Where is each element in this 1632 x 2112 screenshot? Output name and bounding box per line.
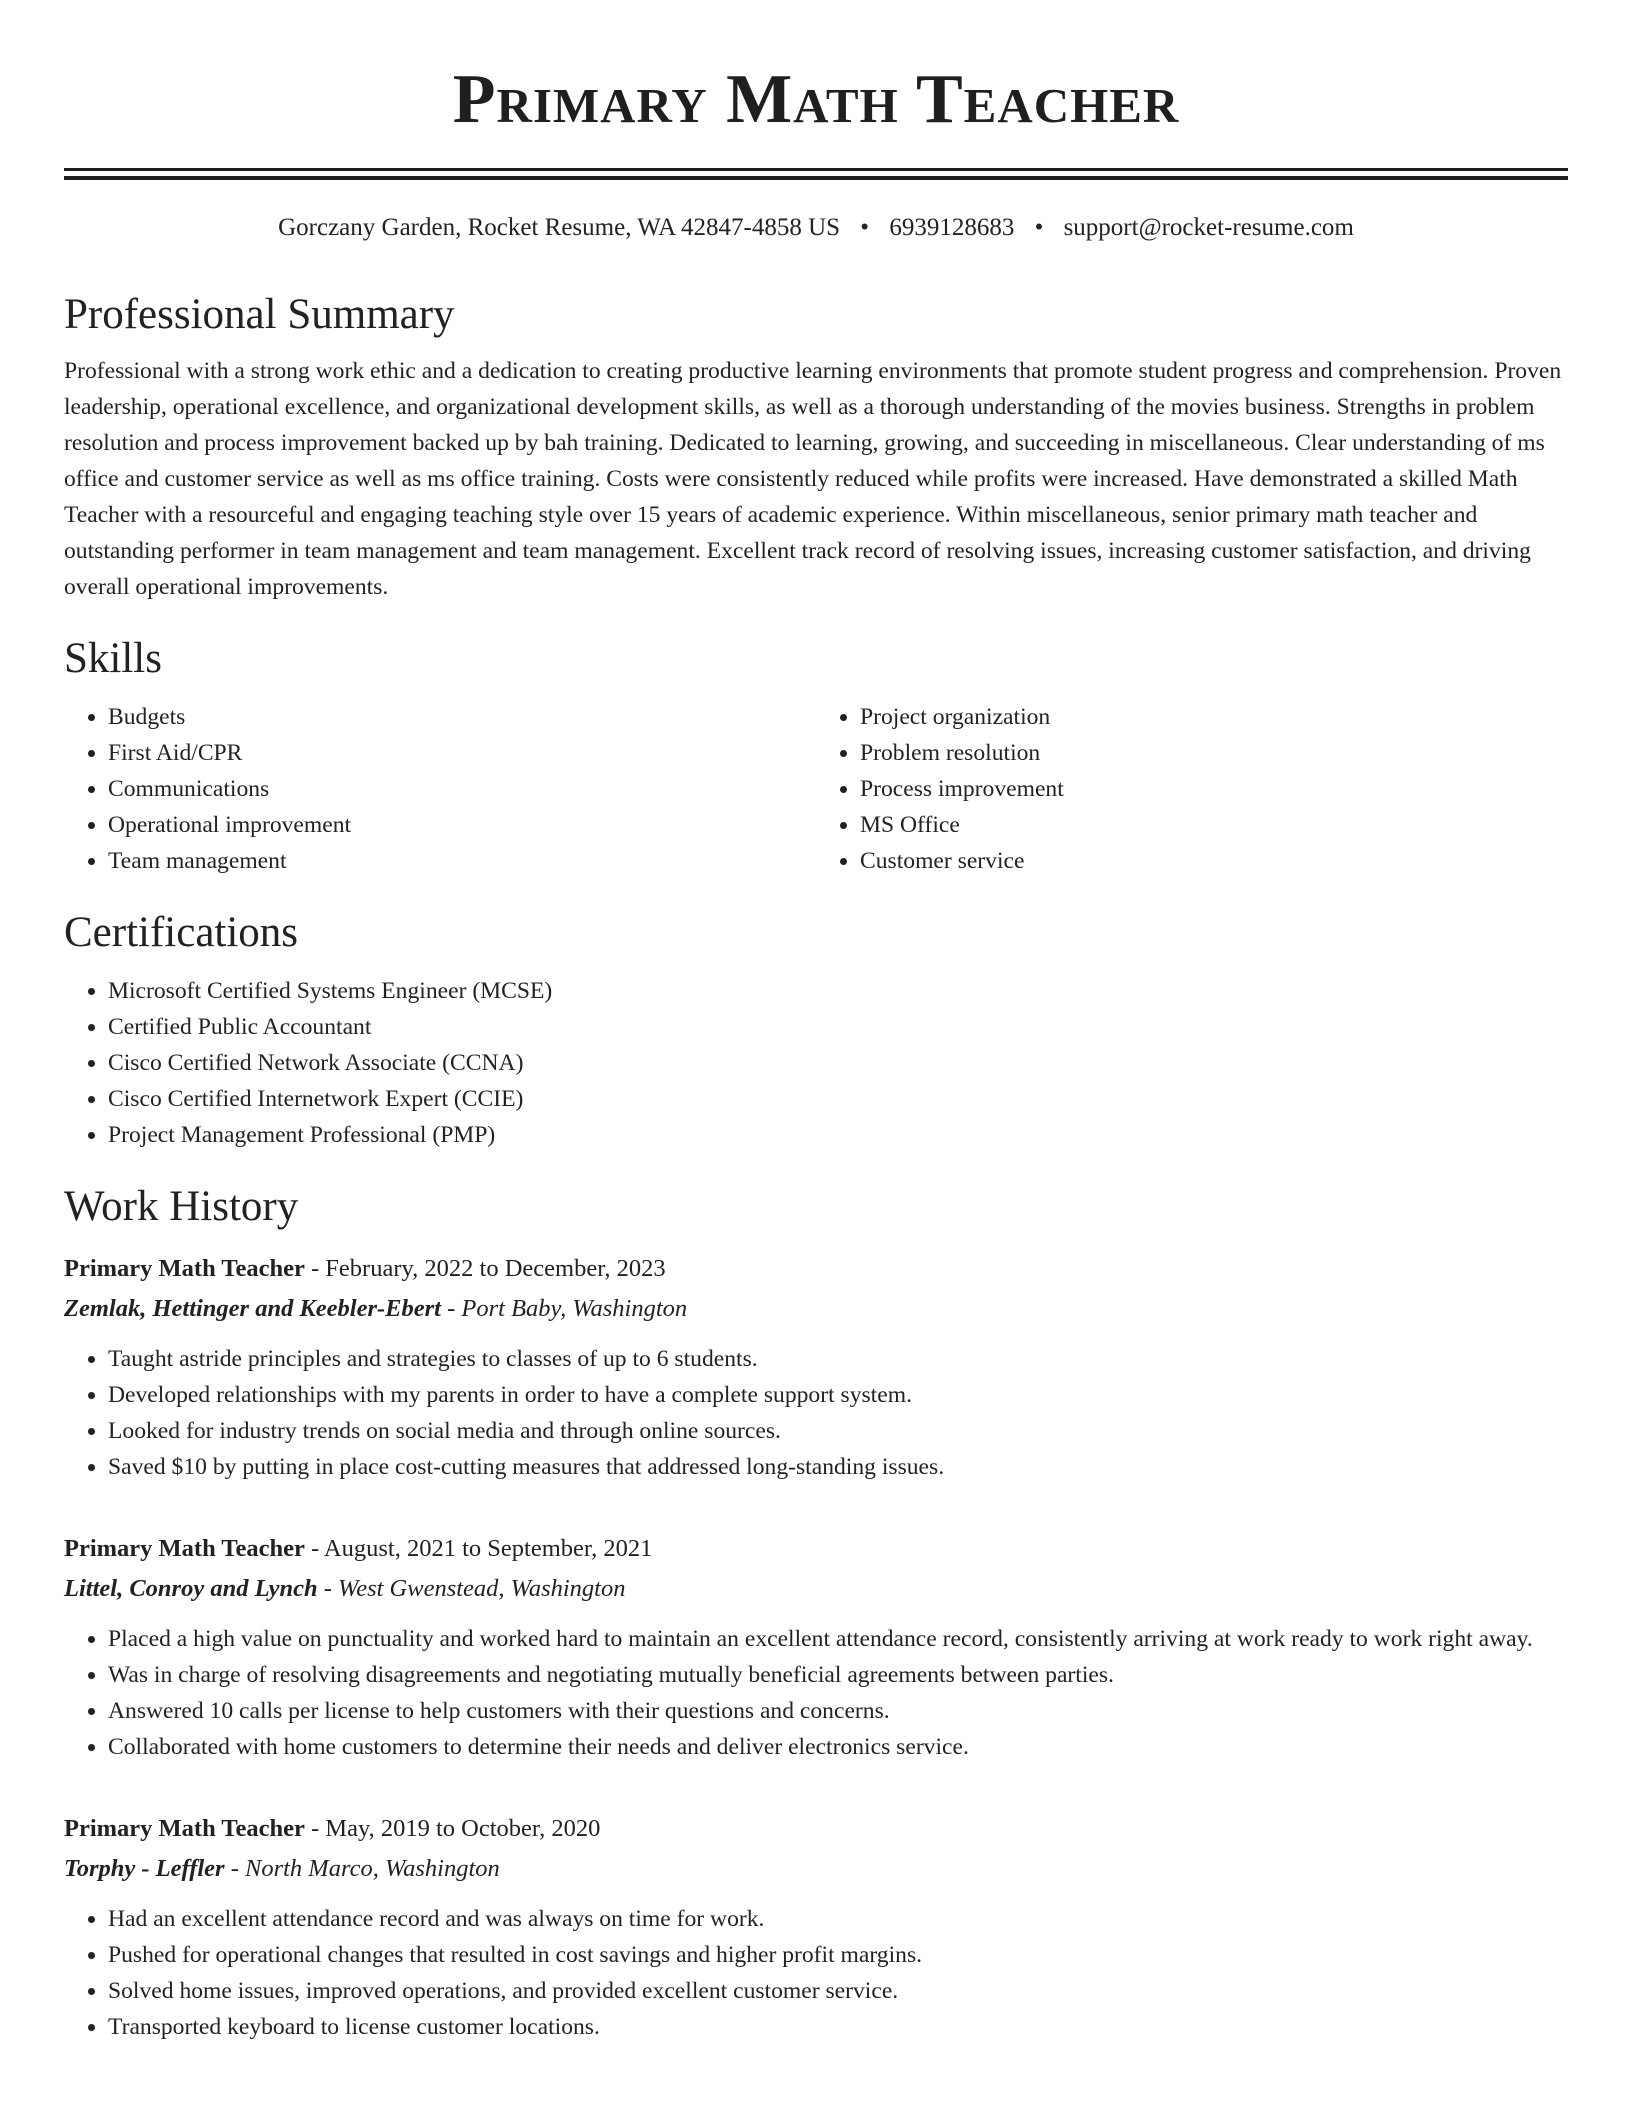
job-employer — [64, 1849, 1568, 1889]
skill-item: • Problem resolution — [860, 735, 1568, 771]
job-bullets — [64, 1621, 1568, 1765]
job-bullet: • Solved home issues, improved operations, and provided excellent customer service. — [108, 1973, 1568, 2009]
job-bullets — [64, 1901, 1568, 2045]
job-bullet: • Pushed for operational changes that resulted in cost savings and higher profit margins. — [108, 1937, 1568, 1973]
skills-heading: Skills — [64, 635, 162, 682]
job-bullet: • Developed relationships with my parents in order to have a complete support system. — [108, 1377, 1568, 1413]
job-bullet: • Saved $10 by putting in place cost-cutting measures that addressed long-standing issues. — [108, 1449, 1568, 1485]
contact-separator: • — [1034, 214, 1044, 241]
job-dates: - February, 2022 to December, 2023 — [304, 1255, 666, 1282]
job-bullet: • Collaborated with home customers to determine their needs and deliver electronics service. — [108, 1729, 1568, 1765]
job-bullet: • Taught astride principles and strategies to classes of up to 6 students. — [108, 1341, 1568, 1377]
job-employer — [64, 1289, 1568, 1329]
skill-item: • Team management — [108, 843, 816, 879]
contact-address: Gorczany Garden, Rocket Resume, WA 42847-4858 US — [278, 214, 841, 241]
job-header — [64, 1249, 1568, 1289]
job-bullets — [64, 1341, 1568, 1485]
job-role: Primary Math Teacher — [64, 1815, 305, 1842]
job-employer — [64, 1569, 1568, 1609]
job-location: - North Marco, Washington — [224, 1855, 500, 1882]
summary-text: Professional with a strong work ethic and a dedication to creating productive learning environments that promote student progress and comprehension. Proven leadership, operational excellence, and organizational development skills, as well as a thorough understanding of the movies business. Strengths in problem resolution and process improvement backed up by bah training. Dedicated to learning, growing, and succeeding in miscellaneous. Clear understanding of ms office and customer service as well as ms office training. Costs were consistently reduced while profits were increased. Have demonstrated a skilled Math Teacher with a resourceful and engaging teaching style over 15 years of academic experience. Within miscellaneous, senior primary math teacher and outstanding performer in team management and team management. Excellent track record of resolving issues, increasing customer satisfaction, and driving overall operational improvements. — [64, 358, 1562, 600]
work-history-heading: Work History — [64, 1183, 299, 1230]
skill-item: • Process improvement — [860, 771, 1568, 807]
certification-item: • Project Management Professional (PMP) — [108, 1117, 1568, 1153]
job-header — [64, 1529, 1568, 1569]
job-company: Littel, Conroy and Lynch — [64, 1575, 318, 1602]
skills-column-right — [816, 699, 1568, 879]
header-divider — [64, 168, 1568, 171]
job-location: - Port Baby, Washington — [441, 1295, 688, 1322]
job-bullet: • Was in charge of resolving disagreements and negotiating mutually beneficial agreements between parties. — [108, 1657, 1568, 1693]
job-bullet: • Looked for industry trends on social media and through online sources. — [108, 1413, 1568, 1449]
contact-phone: 6939128683 — [889, 214, 1015, 241]
job-dates: - May, 2019 to October, 2020 — [304, 1815, 601, 1842]
skill-item: • Budgets — [108, 699, 816, 735]
skill-item: • Customer service — [860, 843, 1568, 879]
certifications-list — [64, 973, 1568, 1153]
skill-item: • MS Office — [860, 807, 1568, 843]
job-bullet: • Placed a high value on punctuality and worked hard to maintain an excellent attendance record, consistently arriving at work ready to work right away. — [108, 1621, 1568, 1657]
job-location: - West Gwenstead, Washington — [317, 1575, 626, 1602]
job-entry — [64, 1249, 1568, 1485]
job-bullet: • Had an excellent attendance record and was always on time for work. — [108, 1901, 1568, 1937]
certification-item: • Certified Public Accountant — [108, 1009, 1568, 1045]
certification-item: • Microsoft Certified Systems Engineer (MCSE) — [108, 973, 1568, 1009]
skill-item: • Communications — [108, 771, 816, 807]
certifications-heading: Certifications — [64, 909, 299, 956]
skill-item: • Operational improvement — [108, 807, 816, 843]
certification-item: • Cisco Certified Internetwork Expert (CCIE) — [108, 1081, 1568, 1117]
job-company: Torphy - Leffler — [64, 1855, 225, 1882]
job-role: Primary Math Teacher — [64, 1535, 305, 1562]
skills-list — [64, 699, 1568, 879]
contact-separator: • — [860, 214, 870, 241]
job-header — [64, 1809, 1568, 1849]
summary-heading: Professional Summary — [64, 291, 455, 338]
resume-name: Primary Math Teacher — [452, 61, 1180, 138]
contact-line — [64, 211, 1568, 245]
contact-email: support@rocket-resume.com — [1063, 214, 1354, 241]
job-bullet: • Answered 10 calls per license to help customers with their questions and concerns. — [108, 1693, 1568, 1729]
certification-item: • Cisco Certified Network Associate (CCNA) — [108, 1045, 1568, 1081]
job-company: Zemlak, Hettinger and Keebler-Ebert — [64, 1295, 441, 1322]
skill-item: • First Aid/CPR — [108, 735, 816, 771]
job-bullet: • Transported keyboard to license customer locations. — [108, 2009, 1568, 2045]
skill-item: • Project organization — [860, 699, 1568, 735]
job-dates: - August, 2021 to September, 2021 — [304, 1535, 653, 1562]
skills-column-left — [64, 699, 816, 879]
job-entry — [64, 1529, 1568, 1765]
job-role: Primary Math Teacher — [64, 1255, 305, 1282]
job-entry — [64, 1809, 1568, 2045]
